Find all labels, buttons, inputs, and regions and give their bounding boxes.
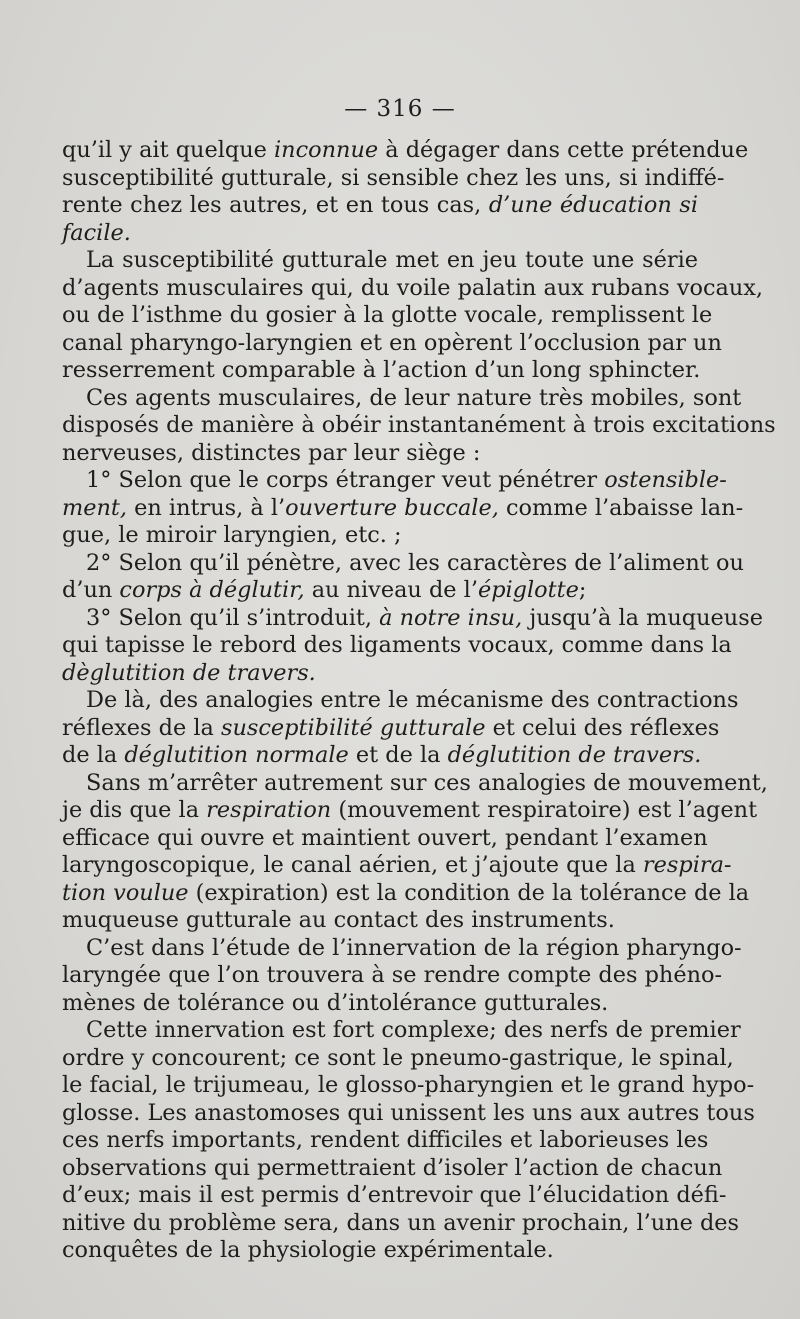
paragraph xyxy=(62,1017,755,1265)
text-line: d’un corps à déglutir, au niveau de l’épiglotte; xyxy=(62,577,587,603)
text-line: Sans m’arrêter autrement sur ces analogies de mouvement, xyxy=(86,769,768,796)
text-line: 1° Selon que le corps étranger veut pénétrer ostensible- xyxy=(86,467,727,493)
body-text xyxy=(62,137,776,1265)
paragraph xyxy=(62,467,744,550)
paragraph xyxy=(62,137,749,247)
text-line: ordre y concourent; ce sont le pneumo-gastrique, le spinal, xyxy=(62,1044,734,1071)
text-line: je dis que la respiration (mouvement respiratoire) est l’agent xyxy=(62,797,758,823)
text-line: d’agents musculaires qui, du voile palatin aux rubans vocaux, xyxy=(62,274,764,301)
text-line: rente chez les autres, et en tous cas, d’une éducation si xyxy=(62,192,698,218)
text-line: resserrement comparable à l’action d’un long sphincter. xyxy=(62,357,701,383)
paragraph xyxy=(62,549,744,605)
paragraph xyxy=(62,934,742,1018)
text-line: Ces agents musculaires, de leur nature très mobiles, sont xyxy=(86,384,742,411)
text-line: qui tapisse le rebord des ligaments vocaux, comme dans la xyxy=(62,632,732,658)
text-line: mènes de tolérance ou d’intolérance gutturales. xyxy=(62,989,609,1016)
text-line: tion voulue (expiration) est la condition de la tolérance de la xyxy=(62,879,750,906)
text-line: qu’il y ait quelque inconnue à dégager dans cette prétendue xyxy=(62,137,749,163)
text-line: d’eux; mais il est permis d’entrevoir que l’élucidation défi- xyxy=(62,1182,727,1208)
text-line: Cette innervation est fort complexe; des nerfs de premier xyxy=(86,1017,741,1043)
text-line: gue, le miroir laryngien, etc. ; xyxy=(62,522,402,548)
text-line: De là, des analogies entre le mécanisme des contractions xyxy=(86,687,739,713)
text-line: ou de l’isthme du gosier à la glotte vocale, remplissent le xyxy=(62,302,713,328)
text-line: de la déglutition normale et de la déglutition de travers. xyxy=(62,742,702,768)
text-line: dèglutition de travers. xyxy=(62,659,316,686)
text-line: ces nerfs importants, rendent difficiles et laborieuses les xyxy=(62,1127,709,1153)
text-line: C’est dans l’étude de l’innervation de la région pharyngo- xyxy=(86,934,742,961)
paragraph xyxy=(62,687,739,770)
text-line: 3° Selon qu’il s’introduit, à notre insu, jusqu’à la muqueuse xyxy=(86,604,763,631)
text-line: ment, en intrus, à l’ouverture buccale, comme l’abaisse lan- xyxy=(62,494,744,521)
text-line: La susceptibilité gutturale met en jeu toute une série xyxy=(86,247,698,273)
text-line: conquêtes de la physiologie expérimentale. xyxy=(62,1237,554,1263)
text-line: nitive du problème sera, dans un avenir prochain, l’une des xyxy=(62,1209,740,1236)
text-line: laryngée que l’on trouvera à se rendre compte des phéno- xyxy=(62,962,723,988)
paragraph xyxy=(62,769,768,935)
paragraph xyxy=(62,384,776,468)
paragraph xyxy=(62,604,763,688)
text-line: disposés de manière à obéir instantanément à trois excitations xyxy=(62,412,776,438)
text-line: 2° Selon qu’il pénètre, avec les caractères de l’aliment ou xyxy=(86,549,744,576)
text-line: nerveuses, distinctes par leur siège : xyxy=(62,439,481,466)
paragraph xyxy=(62,247,764,385)
text-line: susceptibilité gutturale, si sensible chez les uns, si indiffé- xyxy=(62,164,725,191)
text-line: le facial, le trijumeau, le glosso-pharyngien et le grand hypo- xyxy=(62,1072,755,1098)
text-line: facile. xyxy=(62,219,131,246)
text-line: canal pharyngo-laryngien et en opèrent l’occlusion par un xyxy=(62,329,722,356)
text-line: observations qui permettraient d’isoler l’action de chacun xyxy=(62,1154,723,1181)
text-line: réflexes de la susceptibilité gutturale et celui des réflexes xyxy=(62,714,720,741)
page-number: — 316 — xyxy=(344,96,456,122)
text-line: muqueuse gutturale au contact des instruments. xyxy=(62,907,615,933)
text-line: laryngoscopique, le canal aérien, et j’ajoute que la respira- xyxy=(62,852,732,878)
text-line: efficace qui ouvre et maintient ouvert, pendant l’examen xyxy=(62,824,708,851)
text-line: glosse. Les anastomoses qui unissent les uns aux autres tous xyxy=(62,1099,755,1126)
